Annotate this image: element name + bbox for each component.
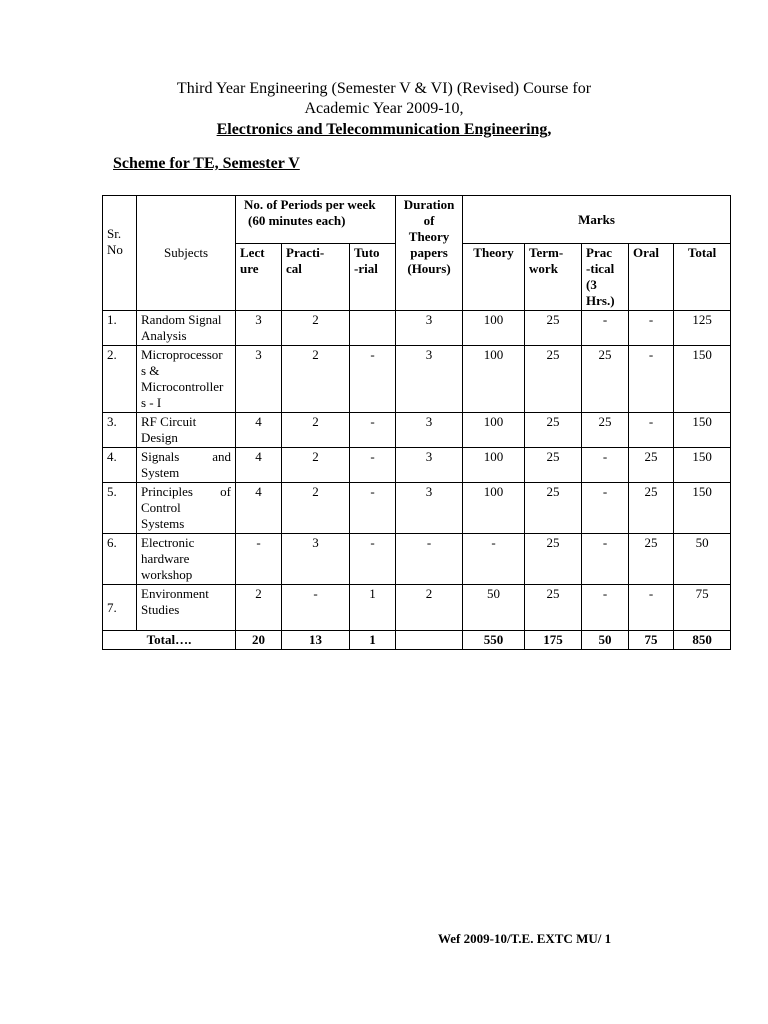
- cell-prac: 2: [282, 483, 350, 534]
- page-footer: Wef 2009-10/T.E. EXTC MU/ 1: [438, 931, 612, 946]
- total-tut: 1: [350, 631, 396, 650]
- cell-tut: -: [350, 346, 396, 413]
- cell-sr-no: 6.: [103, 534, 137, 585]
- header-tutorial: Tuto -rial: [350, 244, 396, 311]
- cell-lect: 4: [236, 483, 282, 534]
- cell-lect: 2: [236, 585, 282, 631]
- cell-sr-no: 1.: [103, 311, 137, 346]
- cell-total: 50: [674, 534, 731, 585]
- cell-tw: 25: [525, 534, 582, 585]
- cell-subject: RF Circuit Design: [137, 413, 236, 448]
- cell-oral: 25: [629, 483, 674, 534]
- cell-theory: 100: [463, 346, 525, 413]
- table-row: [103, 346, 731, 413]
- cell-oral: 25: [629, 448, 674, 483]
- header-sr-no: Sr. No: [103, 196, 137, 311]
- cell-dur: 2: [396, 585, 463, 631]
- cell-theory: 100: [463, 413, 525, 448]
- header-subjects: Subjects: [137, 196, 236, 311]
- header-practical-marks: Prac -tical (3 Hrs.): [582, 244, 629, 311]
- total-lect: 20: [236, 631, 282, 650]
- header-periods-group: No. of Periods per week (60 minutes each): [236, 196, 396, 244]
- table-row: [103, 534, 731, 585]
- total-pr: 50: [582, 631, 629, 650]
- cell-tut: -: [350, 534, 396, 585]
- cell-sr-no: 5.: [103, 483, 137, 534]
- cell-dur: -: [396, 534, 463, 585]
- cell-pr: 25: [582, 413, 629, 448]
- cell-tw: 25: [525, 483, 582, 534]
- cell-dur: 3: [396, 448, 463, 483]
- header-total: Total: [674, 244, 731, 311]
- cell-total: 150: [674, 483, 731, 534]
- scheme-heading: Scheme for TE, Semester V: [113, 155, 300, 172]
- total-oral: 75: [629, 631, 674, 650]
- total-row: [103, 631, 731, 650]
- cell-subject: Environment Studies: [137, 585, 236, 631]
- cell-lect: -: [236, 534, 282, 585]
- table-row: [103, 483, 731, 534]
- document-title-line-1: Third Year Engineering (Semester V & VI) (Revised) Course for: [176, 80, 592, 97]
- total-theory: 550: [463, 631, 525, 650]
- total-prac: 13: [282, 631, 350, 650]
- cell-tw: 25: [525, 346, 582, 413]
- table-row: [103, 585, 731, 631]
- cell-pr: -: [582, 534, 629, 585]
- cell-oral: -: [629, 413, 674, 448]
- header-lecture: Lect ure: [236, 244, 282, 311]
- cell-tut: -: [350, 413, 396, 448]
- header-marks-group: Marks: [463, 196, 731, 244]
- total-total: 850: [674, 631, 731, 650]
- cell-theory: 50: [463, 585, 525, 631]
- cell-oral: -: [629, 311, 674, 346]
- cell-pr: -: [582, 311, 629, 346]
- cell-sr-no: 3.: [103, 413, 137, 448]
- cell-dur: 3: [396, 346, 463, 413]
- cell-tut: -: [350, 448, 396, 483]
- cell-prac: 2: [282, 346, 350, 413]
- cell-tut: 1: [350, 585, 396, 631]
- cell-total: 75: [674, 585, 731, 631]
- total-tw: 175: [525, 631, 582, 650]
- cell-pr: -: [582, 448, 629, 483]
- cell-subject: Random Signal Analysis: [137, 311, 236, 346]
- cell-prac: 2: [282, 448, 350, 483]
- header-row-1: [103, 196, 731, 244]
- cell-total: 150: [674, 413, 731, 448]
- cell-lect: 3: [236, 311, 282, 346]
- document-title-line-3: Electronics and Telecommunication Engineering,: [216, 121, 552, 138]
- cell-prac: 3: [282, 534, 350, 585]
- cell-dur: 3: [396, 483, 463, 534]
- cell-theory: 100: [463, 311, 525, 346]
- cell-tw: 25: [525, 311, 582, 346]
- table-row: [103, 413, 731, 448]
- cell-lect: 3: [236, 346, 282, 413]
- cell-total: 125: [674, 311, 731, 346]
- total-label: Total….: [103, 631, 236, 650]
- cell-sr-no: 4.: [103, 448, 137, 483]
- table-row: [103, 311, 731, 346]
- cell-tut: -: [350, 483, 396, 534]
- cell-theory: 100: [463, 483, 525, 534]
- cell-total: 150: [674, 448, 731, 483]
- cell-oral: 25: [629, 534, 674, 585]
- cell-prac: 2: [282, 413, 350, 448]
- cell-tw: 25: [525, 448, 582, 483]
- cell-pr: 25: [582, 346, 629, 413]
- cell-oral: -: [629, 346, 674, 413]
- cell-dur: 3: [396, 413, 463, 448]
- header-oral: Oral: [629, 244, 674, 311]
- header-termwork: Term- work: [525, 244, 582, 311]
- cell-lect: 4: [236, 413, 282, 448]
- scheme-table: [102, 195, 731, 650]
- cell-subject: Microprocessor s & Microcontroller s - I: [137, 346, 236, 413]
- cell-subject: Signals and System: [137, 448, 236, 483]
- cell-lect: 4: [236, 448, 282, 483]
- cell-prac: -: [282, 585, 350, 631]
- header-practical: Practi- cal: [282, 244, 350, 311]
- header-duration: Duration of Theory papers (Hours): [396, 196, 463, 311]
- cell-theory: 100: [463, 448, 525, 483]
- cell-sr-no: 2.: [103, 346, 137, 413]
- cell-pr: -: [582, 483, 629, 534]
- header-theory: Theory: [463, 244, 525, 311]
- cell-total: 150: [674, 346, 731, 413]
- cell-tw: 25: [525, 585, 582, 631]
- document-title-line-2: Academic Year 2009-10,: [304, 100, 464, 117]
- table-row: [103, 448, 731, 483]
- cell-oral: -: [629, 585, 674, 631]
- cell-prac: 2: [282, 311, 350, 346]
- cell-tw: 25: [525, 413, 582, 448]
- cell-pr: -: [582, 585, 629, 631]
- total-dur: [396, 631, 463, 650]
- cell-subject: Principles of Control Systems: [137, 483, 236, 534]
- cell-theory: -: [463, 534, 525, 585]
- cell-tut: [350, 311, 396, 346]
- cell-dur: 3: [396, 311, 463, 346]
- cell-sr-no: 7.: [103, 585, 137, 631]
- cell-subject: Electronic hardware workshop: [137, 534, 236, 585]
